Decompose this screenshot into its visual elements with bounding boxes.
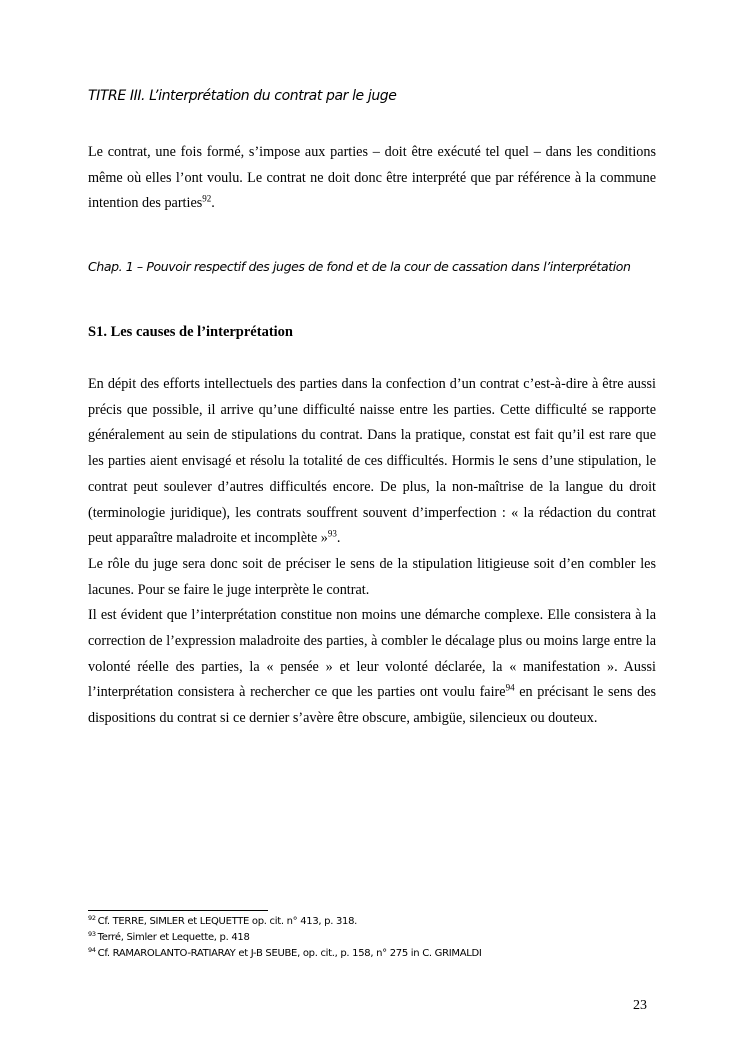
section-heading: S1. Les causes de l’interprétation [88, 324, 293, 340]
intro-paragraph [88, 140, 656, 217]
body-paragraph-2: Le rôle du juge sera donc soit de préciser le sens de la stipulation litigieuse soit d’en combler les lacunes. Pour se faire le juge interprète le contrat. [88, 555, 656, 598]
footnote-item [88, 930, 482, 946]
footnote-number: 94 [88, 946, 96, 954]
footnote-item [88, 914, 482, 930]
intro-text: Le contrat, une fois formé, s’impose aux parties – doit être exécuté tel quel – dans les conditions même où elles l’ont voulu. Le contrat ne doit donc être interprété que par référence à la commune intention des parties [88, 144, 656, 212]
footnote-number: 93 [88, 930, 96, 938]
footnote-text: Cf. RAMAROLANTO-RATIARAY et J-B SEUBE, op. cit., p. 158, n° 275 in C. GRIMALDI [97, 948, 482, 959]
body-paragraph-1 [88, 372, 656, 552]
footnotes [88, 914, 482, 962]
footnote-text: Cf. TERRE, SIMLER et LEQUETTE op. cit. n° 413, p. 318. [97, 916, 358, 927]
chapter-heading: Chap. 1 – Pouvoir respectif des juges de fond et de la cour de cassation dans l’interprétation [88, 259, 631, 274]
footnote-separator [88, 910, 268, 911]
footnote-ref-93[interactable]: 93 [327, 528, 337, 539]
footnote-text: Terré, Simler et Lequette, p. 418 [97, 932, 250, 943]
body-end-1: . [336, 530, 341, 547]
title-heading: TITRE III. L’interprétation du contrat par le juge [88, 88, 397, 104]
body-text-1: En dépit des efforts intellectuels des parties dans la confection d’un contrat c’est-à-dire à être aussi précis que possible, il arrive qu’une difficulté naisse entre les parties. Cette difficulté se rapporte généralement au sein de stipulations du contrat. Dans la pratique, constat est fait qu’il est rare que les parties aient envisagé et résolu la totalité de ces difficultés. Hormis le sens d’une stipulation, le contrat peut soulever d’autres difficultés encore. De plus, la non-maîtrise de la langue du droit (terminologie juridique), les contrats souffrent souvent d’imperfection : « la rédaction du contrat peut apparaître maladroite et incomplète » [88, 376, 656, 547]
footnote-ref-92[interactable]: 92 [202, 193, 212, 204]
footnote-item [88, 946, 482, 962]
page-number: 23 [633, 998, 647, 1013]
intro-end: . [211, 195, 215, 212]
body-paragraph-3 [88, 603, 656, 732]
footnote-ref-94[interactable]: 94 [505, 682, 515, 693]
body-text-3a: Il est évident que l’interprétation constitue non moins une démarche complexe. Elle consistera à la correction de l’expression maladroite des parties, à combler le décalage plus ou moins large entre la volonté réelle des parties, la « pensée » et leur volonté déclarée, la « manifestation ». Aussi l’interprétation consistera à rechercher ce que les parties ont voulu faire [88, 607, 656, 701]
body-text-3b: en précisant le sens des dispositions du contrat si ce dernier s’avère être obscure, ambigüe, silencieux ou douteux. [88, 684, 656, 727]
footnote-number: 92 [88, 914, 96, 922]
section-body [88, 372, 656, 732]
